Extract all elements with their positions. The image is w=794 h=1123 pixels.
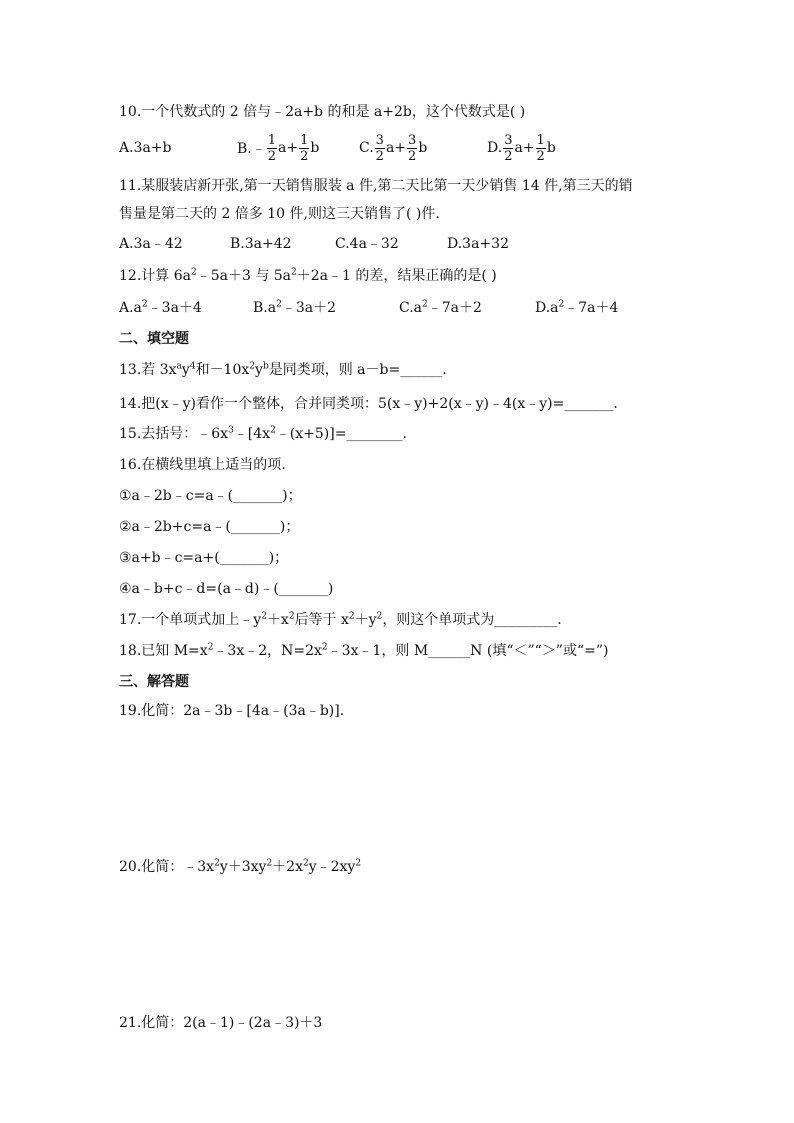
question-21: 21.化简：2(a﹣1)﹣(2a﹣3)＋3 xyxy=(119,1015,323,1031)
fraction: $\frac{1}{2}$ xyxy=(300,132,309,164)
question-11-line-1: 11.某服装店新开张,第一天销售服装 a 件,第二天比第一天少销售 14 件,第三天的销 xyxy=(119,178,633,194)
question-10-options xyxy=(119,128,679,168)
option-d: D. $\frac{3}{2}$ a+ $\frac{1}{2}$ b xyxy=(487,132,556,164)
question-18: 18.已知 $M=x^2﹣3x﹣2$，$N=2x^2﹣3x﹣1$，则 M______N (填“＜”“＞”或“=”) xyxy=(119,642,609,659)
option-b: $B.a^2﹣3a+2$ xyxy=(253,299,336,316)
section-3-heading: 三、解答题 xyxy=(119,674,189,690)
fraction: $\frac{1}{2}$ xyxy=(536,132,545,164)
question-12-stem: 12.计算 $6a^2﹣5a+3$ 与 $5a^2+2a﹣1$ 的差，结果正确的是( ) xyxy=(119,267,497,284)
option-a: A.3a+b xyxy=(119,140,172,156)
question-15: 15.去括号：$﹣6x^3﹣[4x^2﹣(x+5)]=\_\_\_\_\_\_\_\_$. xyxy=(119,425,407,442)
question-11-options xyxy=(119,234,679,254)
question-11-line-2: 售量是第二天的 2 倍多 10 件,则这三天销售了( )件. xyxy=(119,206,440,222)
question-16-item-2: ②a﹣2b+c=a﹣(_______)； xyxy=(119,519,300,535)
section-2-heading: 二、填空题 xyxy=(119,331,189,347)
fraction: $\frac{3}{2}$ xyxy=(408,132,417,164)
question-16-item-3: ③a+b﹣c=a+(_______)； xyxy=(119,550,289,566)
question-19: 19.化简：2a﹣3b﹣[4a﹣(3a﹣b)]. xyxy=(119,703,345,719)
option-a: A.3a﹣42 xyxy=(119,236,183,252)
option-a: $A.a^2﹣3a+4$ xyxy=(119,299,202,316)
fraction: $\frac{3}{2}$ xyxy=(504,132,513,164)
question-14: 14.把(x﹣y)看作一个整体，合并同类项：5(x﹣y)+2(x﹣y)﹣4(x﹣y)=_______. xyxy=(119,396,618,412)
option-b: B.﹣ $\frac{1}{2}$ a+ $\frac{1}{2}$ b xyxy=(237,132,320,164)
option-c: C.4a﹣32 xyxy=(335,236,399,252)
option-c: C. $\frac{3}{2}$ a+ $\frac{3}{2}$ b xyxy=(359,132,428,164)
option-c: $C.a^2﹣7a+2$ xyxy=(399,299,482,316)
question-20: 20.化简：$﹣3x^2y+3xy^2+2x^2y﹣2xy^2$ xyxy=(119,858,362,875)
fraction: $\frac{3}{2}$ xyxy=(375,132,384,164)
option-b: B.3a+42 xyxy=(230,236,292,252)
question-13: 13.若 $3x^ay^4$和$-10x^2y^b$是同类项，则 a－b=______. xyxy=(119,361,447,378)
option-d: D.3a+32 xyxy=(447,236,509,252)
question-10-stem: 10.一个代数式的 2 倍与﹣2a+b 的和是 a+2b，这个代数式是( ) xyxy=(119,104,526,120)
fraction: $\frac{1}{2}$ xyxy=(267,132,277,164)
option-d: $D.a^2﹣7a+4$ xyxy=(535,299,619,316)
question-16-item-4: ④a﹣b+c﹣d=(a﹣d)﹣(_______) xyxy=(119,581,334,597)
question-16-stem: 16.在横线里填上适当的项. xyxy=(119,457,286,473)
question-17: 17.一个单项式加上$﹣y^2+x^2$后等于 $x^2+y^2$，则这个单项式为_________. xyxy=(119,611,562,628)
question-16-item-1: ①a﹣2b﹣c=a﹣(_______)； xyxy=(119,488,302,504)
question-12-options xyxy=(119,298,679,318)
